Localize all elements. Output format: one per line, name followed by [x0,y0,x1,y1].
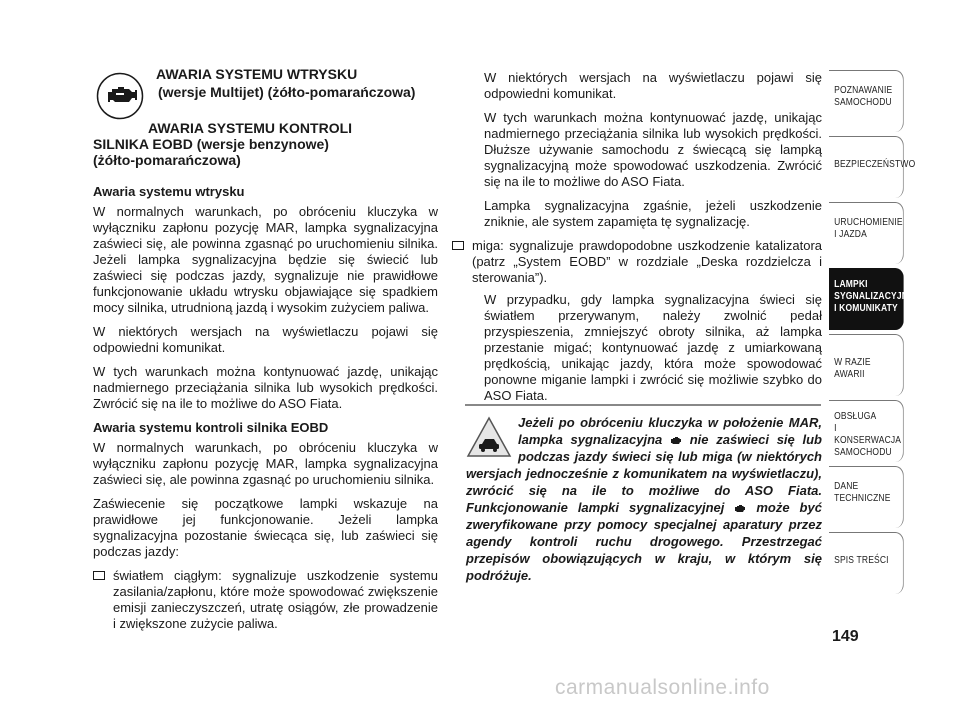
paragraph: W niektórych wersjach na wyświetlaczu pojawi się odpowiedni komunikat. [484,70,822,101]
paragraph: W przypadku, gdy lampka sygnalizacyjna świeci się światłem przerywanym, należy zwolnić pedał przyspieszenia, zmniejszyć obroty silnika, aż lampka przestanie migać; kontynuować jazdę z umiarkowaną prędkością, unikając jazdy, która może spowodować ponowne miganie lampki i zwrócić się możliwie szybko do ASO Fiata. [484,292,822,403]
tab-label: POZNAWANIE [834,85,893,96]
paragraph: Lampka sygnalizacyjna zgaśnie, jeżeli uszkodzenie zniknie, ale system zapamięta tę sygnalizację. [484,198,822,229]
tab-obsluga-i-konserwacja[interactable] [829,400,904,462]
warning-text [466,414,822,584]
tab-spis-tresci[interactable] [829,532,904,594]
tab-label: OBSŁUGA [834,411,877,422]
tab-label: LAMPKI [834,279,868,290]
paragraph: W normalnych warunkach, po obróceniu kluczyka w wyłączniku zapłonu pozycję MAR, lampka sygnalizacyjna zaświeci się, ale powinna zgasnąć po uruchomieniu silnika. Jeżeli lampka sygnalizacyjna będzie się świecić lub zaświeci się podczas jazdy, sygnalizuje nie prawidłowe funkcjonowanie układu wtrysku objawiające się spadkiem mocy silnika, utrudnioną jazdą i wysokim zużyciem paliwa. [93,204,438,315]
tab-label: SYGNALIZACYJNE [834,291,914,302]
right-column [466,70,822,412]
engine-check-icon [670,435,682,445]
engine-check-icon [734,503,746,513]
subheading-injection: Awaria systemu wtrysku [93,184,245,199]
warning-divider [465,404,821,406]
tab-label: SAMOCHODU [834,447,892,458]
tab-label: W RAZIE AWARII [834,357,871,380]
warning-part-2: nie zaświeci się lub podczas jazdy świeci się lub miga (w niektórych wersjach jednocześnie z komunikatem na wyświetlaczu), zwrócić się na ile to możliwe do ASO Fiata. Funkcjonowanie lampki sygnalizacyjnej [466,432,822,515]
watermark: carmanualsonline.info [555,676,770,699]
tab-label: TECHNICZNE [834,493,891,504]
heading-line-1: AWARIA SYSTEMU WTRYSKU [156,66,358,82]
bullet-text: miga: sygnalizuje prawdopodobne uszkodzenie katalizatora (patrz „System EOBD” w rozdziale „Deska rozdzielcza i sterowania”). [472,238,822,285]
paragraph: W niektórych wersjach na wyświetlaczu pojawi się odpowiedni komunikat. [93,324,438,355]
page-number: 149 [832,628,859,645]
heading-line-3: AWARIA SYSTEMU KONTROLI [148,120,353,136]
tab-bezpieczenstwo[interactable] [829,136,916,198]
checkbox-bullet-icon [93,571,105,580]
checkbox-bullet-icon [452,241,464,250]
tab-label: URUCHOMIENIE [834,217,903,228]
left-column [93,178,438,638]
paragraph: Zaświecenie się początkowe lampki wskazuje na prawidłowe jej funkcjonowanie. Jeżeli lampka sygnalizacyjna pozostanie świecąca się, lub zaświeci się podczas jazdy: [93,496,438,559]
bullet-text: światłem ciągłym: sygnalizuje uszkodzenie systemu zasilania/zapłonu, które może spowodować zwiększenie emisji zanieczyszczeń, utratę osiągów, złe prowadzenie i zwiększone zużycie paliwa. [113,568,438,631]
tab-label: I KOMUNIKATY [834,303,898,314]
paragraph: W tych warunkach można kontynuować jazdę, unikając nadmiernego przeciążania silnika lub wysokich prędkości. Dłuższe używanie samochodu z świecącą się lampką sygnalizacyjną może spowodować uszkodzenia. Zwrócić się na ile to możliwe do ASO Fiata. [484,110,822,189]
warning-part-1: Jeżeli po obróceniu kluczyka w położenie MAR, lampka sygnalizacyjna [518,415,822,447]
subheading-eobd: Awaria systemu kontroli silnika EOBD [93,420,329,435]
warning-part-3: może być zweryfikowane przy pomocy specjalnej aparatury przez agendy kontroli ruchu drogowego. Przestrzegać przepisów obowiązujących w kraju, w którym się podróżuje. [466,500,822,583]
tab-label: I JAZDA [834,229,867,240]
tab-lampki-sygnalizacyjne[interactable] [829,268,914,330]
tab-label: I KONSERWACJA [834,423,902,446]
tab-uruchomienie-i-jazda[interactable] [829,202,904,264]
tab-dane-techniczne[interactable] [829,466,904,528]
heading-line-2: (wersje Multijet) (żółto-pomarańczowa) [158,84,416,100]
heading-line-5: (żółto-pomarańczowa) [93,152,241,168]
paragraph: W normalnych warunkach, po obróceniu kluczyka w wyłączniku zapłonu pozycję MAR, lampka sygnalizacyjna zaświeci się, ale powinna zgasnąć po uruchomieniu silnika. [93,440,438,487]
engine-check-icon [96,72,144,120]
tab-label: SPIS TREŚCI [834,555,889,566]
tab-label: SAMOCHODU [834,97,892,108]
bullet-item [93,568,438,632]
paragraph: W tych warunkach można kontynuować jazdę, unikając nadmiernego przeciążania silnika lub wysokich prędkości. Zwrócić się na ile to możliwe do ASO Fiata. [93,364,438,411]
tab-label: BEZPIECZEŃSTWO [834,159,916,170]
heading-line-4: SILNIKA EOBD (wersje benzynowe) [93,136,329,152]
tab-label: DANE [834,481,859,492]
bullet-item [452,238,822,286]
chapter-tabs [829,70,917,598]
tab-poznawanie-samochodu[interactable] [829,70,904,132]
tab-w-razie-awarii[interactable] [829,334,904,396]
